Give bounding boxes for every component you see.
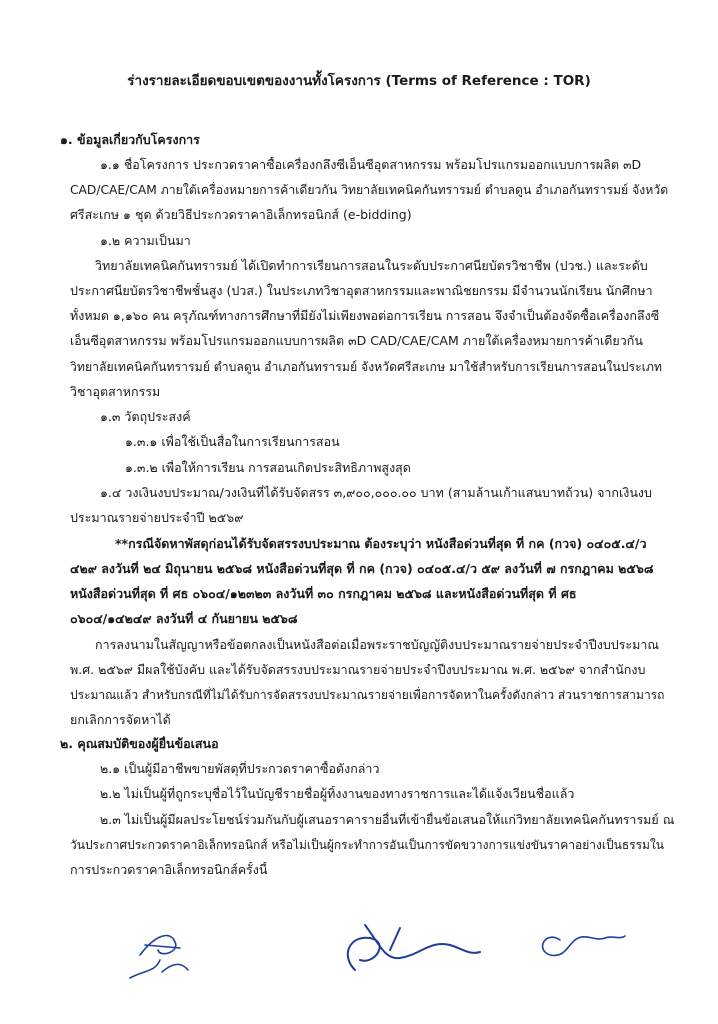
text-line: วิทยาลัยเทคนิคกันทรารมย์ ได้เปิดทำการเรียนการสอนในระดับประกาศนียบัตรวิชาชีพ (ปวช.) และระดับ [95,258,648,273]
budget-note: **กรณีจัดหาพัสดุก่อนได้รับจัดสรรงบประมาณ ต้องระบุว่า หนังสือด่วนที่สุด ที่ กค (กวจ) ๐๔๐๕.๔/ว [115,536,647,551]
text-line: ประมาณแล้ว สำหรับกรณีที่ไม่ได้รับการจัดสรรงบประมาณรายจ่ายเพื่อการจัดหาในครั้งดังกล่าว ส่วนราชการสามารถ [70,688,665,702]
text-line: วิชาอุตสาหกรรม [70,384,161,399]
signature-right [543,936,625,955]
signature-left [130,936,188,978]
text-line: พ.ศ. ๒๕๖๙ มีผลใช้บังคับ และได้รับจัดสรรงบประมาณรายจ่ายประจำปีงบประมาณ พ.ศ. ๒๕๖๙ จากสำนักงบ [70,662,646,677]
text-line: ประมาณรายจ่ายประจำปี ๒๕๖๙ [70,510,244,525]
text-line: วิทยาลัยเทคนิคกันทรารมย์ ตำบลดูน อำเภอกันทรารมย์ จังหวัดศรีสะเกษ มาใช้สำหรับการเรียนการสอนในประเภท [70,360,663,374]
text-line: การประกวดราคาอิเล็กทรอนิกส์ครั้งนี้ [70,862,268,877]
text-line: การลงนามในสัญญาหรือข้อตกลงเป็นหนังสือต่อเมื่อพระราชบัญญัติงบประมาณรายจ่ายประจำปีงบประมาณ [95,637,659,652]
budget-line: ๑.๔ วงเงินงบประมาณ/วงเงินที่ได้รับจัดสรร ๓,๙๐๐,๐๐๐.๐๐ บาท (สามล้านเก้าแสนบาทถ้วน) จากเงินงบ [100,485,652,500]
objective-item: ๑.๓.๑ เพื่อใช้เป็นสื่อในการเรียนการสอน [125,434,340,449]
signature-center [348,925,480,970]
document-title: ร่างรายละเอียดขอบเขตของงานทั้งโครงการ (Terms of Reference : TOR) [127,73,591,89]
subheading-1-2: ๑.๒ ความเป็นมา [100,233,191,248]
budget-note: หนังสือด่วนที่สุด ที่ ศธ ๐๖๐๔/๑๒๓๒๓ ลงวันที่ ๓๐ กรกฎาคม ๒๕๖๘ และหนังสือด่วนที่สุด ที่ ศธ [70,586,577,601]
qualification-item: ๒.๓ ไม่เป็นผู้มีผลประโยชน์ร่วมกันกับผู้เสนอราคารายอื่นที่เข้ายื่นข้อเสนอให้แก่วิทยาลัยเทคนิคกันทรารมย์ ณ [100,812,675,827]
section-2-heading: ๒. คุณสมบัติของผู้ยื่นข้อเสนอ [60,736,219,751]
objective-item: ๑.๓.๒ เพื่อให้การเรียน การสอนเกิดประสิทธิภาพสูงสุด [125,460,411,475]
signatures [100,900,680,995]
text-line: เอ็นซีอุตสาหกรรม พร้อมโปรแกรมออกแบบการผลิต ๓D CAD/CAE/CAM ภายใต้เครื่องหมายการค้าเดียวกัน [70,333,643,348]
text-line: CAD/CAE/CAM ภายใต้เครื่องหมายการค้าเดียวกัน วิทยาลัยเทคนิคกันทรารมย์ ตำบลดูน อำเภอกันทรารมย์ จังหวัด [70,183,669,197]
budget-note: ๐๖๐๔/๑๔๒๔๙ ลงวันที่ ๔ กันยายน ๒๕๖๘ [70,611,298,626]
text-line: ประกาศนียบัตรวิชาชีพชั้นสูง (ปวส.) ในประเภทวิชาอุตสาหกรรมและพาณิชยกรรม มีจำนวนนักเรียน นักศึกษา [70,283,653,298]
text-line: ๑.๑ ชื่อโครงการ ประกวดราคาซื้อเครื่องกลึงซีเอ็นซีอุตสาหกรรม พร้อมโปรแกรมออกแบบการผลิต ๓D [100,157,642,172]
text-line: ทั้งหมด ๑,๑๖๐ คน ครุภัณฑ์ทางการศึกษาที่มียังไม่เพียงพอต่อการเรียน การสอน จึงจำเป็นต้องจัดซื้อเครื่องกลึงซี [70,308,660,323]
budget-note: ๔๒๙ ลงวันที่ ๒๔ มิถุนายน ๒๕๖๘ หนังสือด่วนที่สุด ที่ กค (กวจ) ๐๔๐๕.๔/ว ๕๙ ลงวันที่ ๗ กรกฎาคม ๒๕๖๘ [70,561,654,576]
section-1-heading: ๑. ข้อมูลเกี่ยวกับโครงการ [60,132,200,147]
qualification-item: ๒.๑ เป็นผู้มีอาชีพขายพัสดุที่ประกวดราคาซื้อดังกล่าว [100,761,380,776]
text-line: วันประกาศประกวดราคาอิเล็กทรอนิกส์ หรือไม่เป็นผู้กระทำการอันเป็นการขัดขวางการแข่งขันราคาอย่างเป็นธรรมใน [70,838,664,852]
subheading-1-3: ๑.๓ วัตถุประสงค์ [100,409,191,424]
qualification-item: ๒.๒ ไม่เป็นผู้ที่ถูกระบุชื่อไว้ในบัญชีรายชื่อผู้ทิ้งงานของทางราชการและได้แจ้งเวียนชื่อแล้ว [100,786,575,801]
text-line: ศรีสะเกษ ๑ ชุด ด้วยวิธีประกวดราคาอิเล็กทรอนิกส์ (e-bidding) [70,207,412,222]
text-line: ยกเลิกการจัดหาได้ [70,712,171,727]
